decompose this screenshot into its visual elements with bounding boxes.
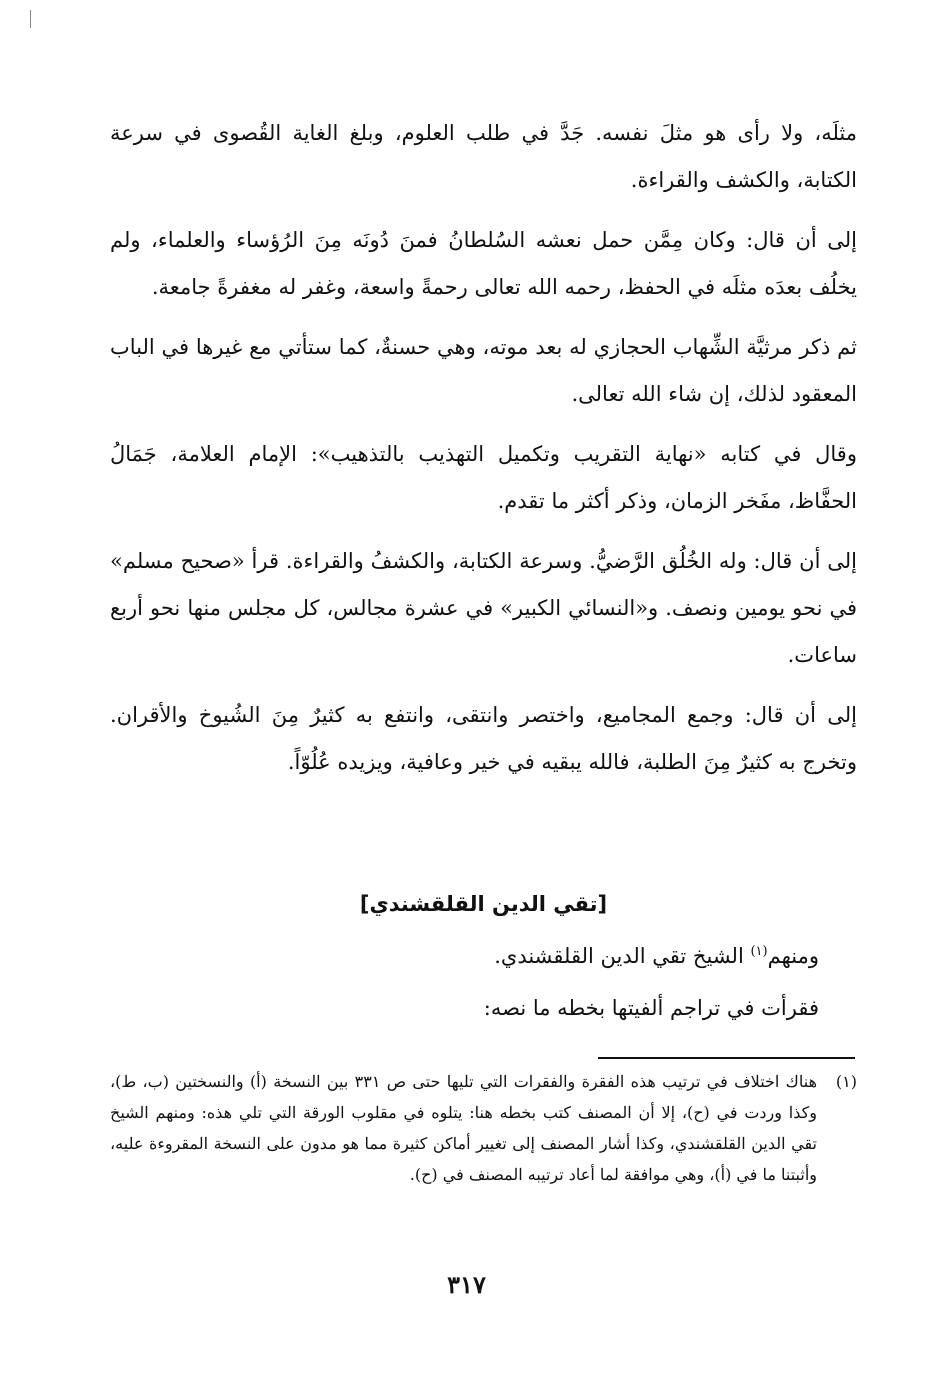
section-intro-rest: الشيخ تقي الدين القلقشندي. <box>494 944 751 968</box>
footnote-reference[interactable]: (١) <box>750 944 768 959</box>
paragraph: إلى أن قال: وكان مِمَّن حمل نعشه السُلطانُ فمنَ دُونَه مِنَ الرُؤساء والعلماء، ولم يخلُف بعدَه مثلَه في الحفظ، رحمه الله تعالى رحمةً واسعة، وغفر له مغفرةً جامعة. <box>110 228 857 299</box>
page-number: ٣١٧ <box>447 1270 486 1299</box>
section-quote-line: فقرأت في تراجم ألفيتها بخطه ما نصه: <box>483 996 819 1020</box>
footnote-number: (١) <box>835 1072 857 1091</box>
footnote-text: هناك اختلاف في ترتيب هذه الفقرة والفقرات التي تليها حتى ص ٣٣١ بين النسخة (أ) والنسختين (ب، ط)، وكذا وردت في (ح)، إلا أن المصنف كتب بخطه هنا: يتلوه في مقلوب الورقة التي تلي هذه: ومنهم الشيخ تقي الدين القلقشندي، وكذا أشار المصنف إلى تغيير أماكن كثيرة مما هو مدون على النسخة المقروءة عليه، وأثبتنا ما في (أ)، وهي موافقة لما أعاد ترتيبه المصنف في (ح). <box>110 1072 818 1184</box>
scan-corner-mark <box>30 10 31 28</box>
paragraph: مثلَه، ولا رأى هو مثلَ نفسه. جَدَّ في طلب العلوم، وبلغ الغاية القُصوى في سرعة الكتابة، والكشف والقراءة. <box>110 121 857 192</box>
footnotes <box>110 1066 857 1190</box>
paragraph: إلى أن قال: وجمع المجاميع، واختصر وانتقى، وانتفع به كثيرٌ مِنَ الشُيوخ والأقران. وتخرج به كثيرٌ مِنَ الطلبة، فالله يبقيه في خير وعافية، ويزيده عُلُوّاً. <box>110 703 857 774</box>
paragraph: ثم ذكر مرثيَّة الشِّهاب الحجازي له بعد موته، وهي حسنةٌ، كما ستأتي مع غيرها في الباب المعقود لذلك، إن شاء الله تعالى. <box>110 335 857 406</box>
section-heading: [تقي الدين القلقشندي] <box>359 892 608 916</box>
paragraph: إلى أن قال: وله الخُلُق الرَّضيُّ. وسرعة الكتابة، والكشفُ والقراءة. قرأ «صحيح مسلم» في نحو يومين ونصف. و«النسائي الكبير» في عشرة مجالس، كل مجلس منها نحو أربع ساعات. <box>110 549 857 667</box>
footnote <box>110 1066 857 1190</box>
section-intro-line <box>110 930 857 982</box>
section-intro-start: ومنهم <box>767 944 819 968</box>
footnote-divider <box>598 1057 855 1059</box>
section-qalqashandi <box>110 878 857 1034</box>
paragraph: وقال في كتابه «نهاية التقريب وتكميل التهذيب بالتذهيب»: الإمام العلامة، جَمَالُ الحفَّاظ، مفَخر الزمان، وذكر أكثر ما تقدم. <box>110 442 857 513</box>
main-text <box>110 110 857 799</box>
